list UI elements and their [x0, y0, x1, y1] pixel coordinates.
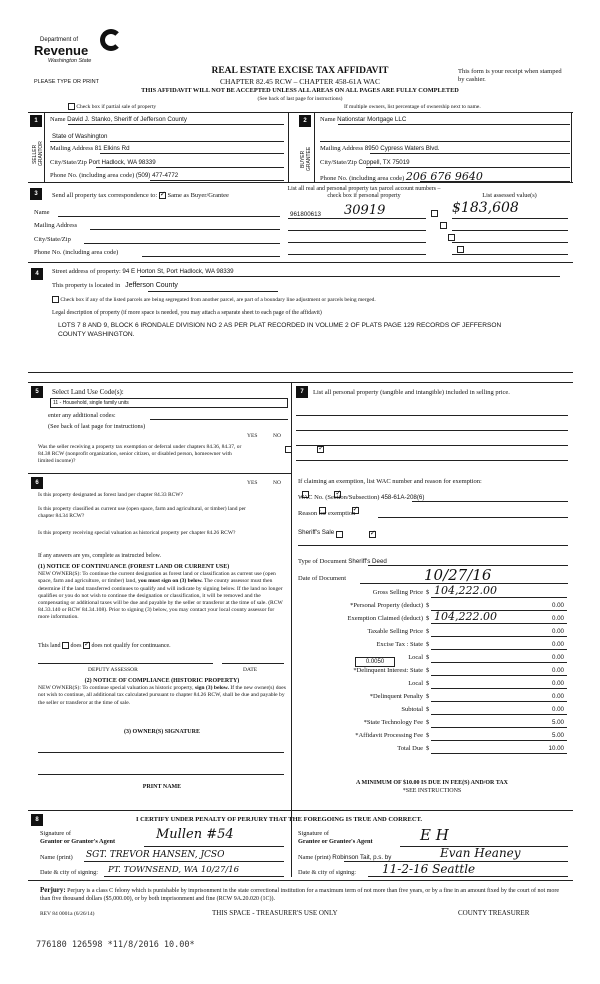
segregate-checkbox[interactable]	[52, 296, 59, 303]
buyer-name[interactable]: Nationstar Mortgage LLC	[337, 116, 407, 123]
grantee-date-label: Date & city of signing:	[298, 869, 357, 876]
land-use-input[interactable]: 11 - Household, single family units	[50, 398, 288, 408]
fee-row	[298, 653, 568, 666]
form-subtitle: CHAPTER 82.45 RCW – CHAPTER 458-61A WAC	[220, 77, 380, 86]
fee-amount[interactable]: 5.00	[551, 719, 564, 726]
land-qualify-row	[38, 642, 171, 649]
fee-dollar-sign: $	[426, 745, 430, 752]
fee-row	[298, 666, 568, 679]
fee-dollar-sign: $	[426, 680, 430, 687]
grantee-signature[interactable]: E H	[420, 826, 449, 844]
compliance-text-b: If the new owner(s) does not wish to continue, all additional tax calculated pursuant to chapter 84.26 RCW, shall be due and payable by the seller or transferor at the time of sale.	[38, 685, 286, 706]
continuance-must-sign: you must sign on (3) below.	[138, 578, 203, 585]
seller-name-row	[50, 116, 284, 123]
partial-sale-row	[68, 103, 156, 110]
grantee-name-label: Name (print)	[298, 854, 331, 861]
doc-type-label: Type of Document	[298, 558, 347, 565]
grantee-sig-label-a: Signature of	[298, 830, 329, 837]
fee-label: Exemption Claimed (deduct)	[347, 615, 423, 622]
sec3-send-label: Send all property tax correspondence to:	[52, 192, 158, 199]
buyer-city[interactable]: Coppell, TX 75019	[358, 159, 410, 166]
fee-label: Local	[408, 680, 423, 687]
compliance-sign: sign (3) below.	[194, 685, 229, 692]
multiple-owners-note: If multiple owners, list percentage of ownership next to name.	[344, 104, 481, 110]
sec3-name-label: Name	[34, 209, 50, 216]
section2-number: 2	[299, 115, 311, 127]
seller-phone[interactable]: (509) 477-4772	[135, 172, 179, 179]
sec3-mail-label: Mailing Address	[34, 222, 78, 229]
fee-row	[298, 744, 568, 757]
current-use-question: Is this property classified as current use (open space, farm and agricultural, or timber) land per chapter 84.34 RCW?	[38, 506, 246, 519]
form-warning: THIS AFFIDAVIT WILL NOT BE ACCEPTED UNLESS ALL AREAS ON ALL PAGES ARE FULLY COMPLETED	[141, 87, 459, 94]
fee-handwritten-amount[interactable]: 104,222.00	[434, 584, 497, 597]
fee-label: Total Due	[397, 745, 423, 752]
grantee-date-city[interactable]: 11-2-16 Seattle	[382, 862, 476, 876]
seller-name-label: Name	[50, 116, 66, 123]
print-name-label: PRINT NAME	[142, 784, 182, 790]
fee-amount[interactable]: 5.00	[551, 732, 564, 739]
legal-description[interactable]: LOTS 7 8 AND 9, BLOCK 6 IRONDALE DIVISION NO 2 AS PER PLAT RECORDED IN VOLUME 2 OF PLATS PAGE 129 RECORDS OF JEFFERSON COUNTY WASHINGTON.	[58, 322, 502, 338]
fee-label: Excise Tax : State	[376, 641, 423, 648]
fee-row	[298, 679, 568, 692]
qualify-label: qualify for continuance.	[113, 642, 171, 649]
parcel-header: List all real and personal property tax parcel account numbers – check box if personal property	[287, 186, 441, 199]
fee-dollar-sign: $	[426, 641, 430, 648]
land-does-label: does	[70, 642, 82, 649]
certify-statement: I CERTIFY UNDER PENALTY OF PERJURY THAT THE FOREGOING IS TRUE AND CORRECT.	[136, 816, 423, 823]
forest-question: Is this property designated as forest land per chapter 84.33 RCW?	[38, 492, 183, 498]
historic-question: Is this property receiving special valuation as historical property per chapter 84.26 RCW?	[38, 530, 236, 536]
grantee-name[interactable]: Robinson Tait, p.s. by	[332, 854, 392, 861]
if-yes-note: If any answers are yes, complete as instructed below.	[38, 553, 161, 559]
owner-signature-label: (3) OWNER(S) SIGNATURE	[124, 729, 200, 735]
fee-dollar-sign: $	[426, 654, 430, 661]
buyer-mail[interactable]: 8950 Cypress Waters Blvd.	[364, 145, 440, 152]
personal-prop-checkbox-4[interactable]	[457, 246, 464, 253]
dept-line3: Washington State	[48, 58, 92, 64]
continuance-text-b: The county assessor must then determine if the land transferred continues to qualify and will indicate by signing below. If the land no longer qualifies or you do not wish to continue the designation or classification, it will be removed and the compensating or additional taxes will be due and payable by the seller or transferor at the time of sale. (RCW 84.33.140 or RCW 84.34.108). Prior to signing (3) below, you may contact your local county assessor for more information.	[38, 578, 283, 621]
sec5-yes: YES	[247, 433, 258, 439]
county-treasurer: COUNTY TREASURER	[458, 909, 530, 917]
grantor-sig-label	[40, 830, 115, 846]
seller-mail-row	[50, 145, 130, 152]
seller-city[interactable]: Port Hadlock, WA 98339	[88, 159, 156, 166]
fee-dollar-sign: $	[426, 628, 430, 635]
buyer-side-label: BUYER GRANTEE	[300, 146, 312, 172]
fee-label: *Affidavit Processing Fee	[355, 732, 423, 739]
exemption-no-checkbox[interactable]	[317, 446, 324, 453]
please-type: PLEASE TYPE OR PRINT	[34, 79, 100, 85]
legal-label: Legal description of property (if more space is needed, you may attach a separate sheet to each page of the affidavit)	[52, 310, 322, 316]
continuance-text-a: NEW OWNER(S): To continue the current designation as forest land or classification as current use (open space, farm and agriculture, or timber) land,	[38, 571, 276, 585]
land-does-not-label: does not	[91, 642, 112, 649]
fee-dollar-sign: $	[426, 602, 430, 609]
section6-number: 6	[31, 477, 43, 489]
wac-number[interactable]: 458-61A-208(6)	[381, 494, 425, 501]
continuance-title: (1) NOTICE OF CONTINUANCE (FOREST LAND OR CURRENT USE)	[38, 564, 230, 570]
historic-yes-checkbox[interactable]	[336, 531, 343, 538]
fee-label: Taxable Selling Price	[367, 628, 423, 635]
grantor-date-city[interactable]: PT. TOWNSEND, WA 10/27/16	[108, 865, 240, 875]
fee-amount[interactable]: 0.00	[551, 628, 564, 635]
fee-dollar-sign: $	[426, 732, 430, 739]
seller-name[interactable]: David J. Stanko, Sheriff of Jefferson County	[67, 116, 187, 123]
doc-date-label: Date of Document	[298, 575, 347, 582]
section1-number: 1	[30, 115, 42, 127]
land-does-not-checkbox[interactable]	[83, 642, 90, 649]
sec3-send-row	[52, 192, 229, 199]
additional-codes: enter any additional codes:	[48, 412, 116, 419]
parcel-handwritten: 30919	[344, 203, 386, 218]
seller-phone-row	[50, 172, 178, 179]
segregate-label: Check box if any of the listed parcels are being segregated from another parcel, are part of a boundary line adjustment or parcels being merged.	[60, 296, 376, 303]
street-address[interactable]: 94 E Horton St, Port Hadlock, WA 98339	[122, 268, 234, 275]
fee-row	[298, 718, 568, 731]
dept-line2: Revenue	[34, 43, 89, 58]
continuance-block	[38, 564, 286, 622]
grantee-name-row	[298, 854, 391, 861]
seller-mail-label: Mailing Address	[50, 145, 94, 152]
fee-amount[interactable]: 0.00	[551, 654, 564, 661]
wac-label: WAC No. (Section/Subsection)	[298, 494, 380, 501]
seller-city-row	[50, 159, 156, 166]
perjury-label: Perjury:	[40, 886, 66, 894]
buyer-city-label: City/State/Zip	[320, 159, 357, 166]
fee-handwritten-amount[interactable]: 104,222.00	[434, 610, 497, 623]
grantee-sig-label	[298, 830, 373, 846]
grantor-sig-label-a: Signature of	[40, 830, 71, 837]
minimum-fee-note: A MINIMUM OF $10.00 IS DUE IN FEE(S) AND/OR TAX	[356, 780, 508, 786]
see-back-header: (See back of last page for instructions)	[257, 96, 343, 102]
buyer-name-label: Name	[320, 116, 336, 123]
deputy-date-label: DATE	[243, 667, 258, 673]
fee-amount[interactable]: 0.00	[551, 693, 564, 700]
fee-dollar-sign: $	[426, 693, 430, 700]
section3-number: 3	[30, 188, 42, 200]
same-as-buyer-label: Same as Buyer/Grantee	[167, 192, 229, 199]
sec6-yes: YES	[247, 480, 258, 486]
land-use-label: Select Land Use Code(s):	[52, 388, 124, 396]
receipt-note: This form is your receipt when stamped by cashier.	[458, 68, 562, 83]
deputy-assessor-label: DEPUTY ASSESSOR	[88, 667, 138, 673]
buyer-mail-label: Mailing Address	[320, 145, 364, 152]
fee-amount[interactable]: 0.00	[551, 602, 564, 609]
fee-amount[interactable]: 10.00	[548, 745, 564, 752]
fee-dollar-sign: $	[426, 589, 430, 596]
parcel-number[interactable]: 961800613	[290, 211, 321, 218]
wac-row	[298, 494, 424, 501]
land-does-checkbox[interactable]	[62, 642, 69, 649]
grantee-sig-label-b: Grantee or Grantee's Agent	[298, 838, 373, 845]
buyer-mail-row	[320, 145, 440, 152]
county-value[interactable]: Jefferson County	[125, 282, 178, 289]
fee-row	[298, 584, 568, 601]
same-as-buyer-checkbox[interactable]	[159, 192, 166, 199]
personal-prop-checkbox-2[interactable]	[440, 222, 447, 229]
fee-table	[298, 584, 568, 764]
doc-type-row	[298, 558, 387, 565]
land-label: This land	[38, 642, 61, 649]
fee-label: *Personal Property (deduct)	[350, 602, 423, 609]
doc-type[interactable]: Sheriff's Deed	[348, 558, 387, 565]
reason-value[interactable]: Sheriff's Sale	[298, 529, 335, 536]
see-instructions-note: *SEE INSTRUCTIONS	[402, 788, 462, 794]
grantor-sig-label-b: Grantor or Grantor's Agent	[40, 838, 116, 845]
fee-row	[298, 692, 568, 705]
receipt-stamp: 776180 126598 *11/8/2016 10.00*	[36, 940, 195, 950]
fee-amount[interactable]: 0.00	[551, 667, 564, 674]
fee-amount[interactable]: 0.00	[551, 641, 564, 648]
fee-label: Local	[408, 654, 423, 661]
grantor-name-label: Name (print)	[40, 854, 73, 861]
partial-sale-checkbox[interactable]	[68, 103, 75, 110]
fee-amount[interactable]: 0.00	[551, 615, 564, 622]
fee-dollar-sign: $	[426, 667, 430, 674]
county-row	[52, 282, 178, 289]
dept-line1: Department of	[40, 37, 79, 43]
compliance-block	[38, 678, 286, 707]
exemption-question: Was the seller receiving a property tax exemption or deferral under chapters 84.36, 84.37, or 84.38 RCW (nonprofit organization, senior citizen, or disabled person, homeowner with limited income)?	[38, 444, 242, 464]
treasurer-space: THIS SPACE - TREASURER'S USE ONLY	[212, 909, 338, 917]
sec6-no: NO	[273, 480, 281, 486]
assessed-value[interactable]: $183,608	[452, 200, 519, 216]
county-label: This property is located in	[52, 282, 121, 289]
section4-number: 4	[31, 268, 43, 280]
seller-city-label: City/State/Zip	[50, 159, 87, 166]
doc-date[interactable]: 10/27/16	[424, 566, 492, 584]
claim-exemption-label: If claiming an exemption, list WAC number and reason for exemption:	[298, 478, 482, 485]
personal-prop-checkbox-1[interactable]	[431, 210, 438, 217]
section8-number: 8	[31, 814, 43, 826]
fee-amount[interactable]: 0.00	[551, 680, 564, 687]
grantee-name-handwritten[interactable]: Evan Heaney	[440, 846, 521, 860]
historic-no-checkbox[interactable]	[369, 531, 376, 538]
section7-number: 7	[296, 386, 308, 398]
grantor-name[interactable]: SGT. TREVOR HANSEN, JCSO	[86, 850, 225, 860]
buyer-phone-label: Phone No. (including area code)	[320, 175, 405, 182]
section5-number: 5	[31, 386, 43, 398]
seller-phone-label: Phone No. (including area code)	[50, 172, 135, 179]
grantor-date-label: Date & city of signing:	[40, 869, 99, 876]
sec5-see-back: (See back of last page for instructions)	[48, 423, 146, 430]
buyer-city-row	[320, 159, 410, 166]
fee-row	[298, 731, 568, 744]
fee-amount[interactable]: 0.00	[551, 706, 564, 713]
fee-label: *Delinquent Interest: State	[353, 667, 423, 674]
perjury-notice	[40, 886, 568, 903]
personal-property-label: List all personal property (tangible and intangible) included in selling price.	[313, 389, 510, 396]
form-title: REAL ESTATE EXCISE TAX AFFIDAVIT	[211, 66, 389, 76]
fee-dollar-sign: $	[426, 615, 430, 622]
segregate-row	[52, 296, 567, 303]
buyer-name-row	[320, 116, 406, 123]
fee-row	[298, 640, 568, 653]
fee-row	[298, 610, 568, 627]
fee-row	[298, 627, 568, 640]
personal-prop-checkbox-3[interactable]	[448, 234, 455, 241]
fee-row	[298, 601, 568, 614]
seller-side-label: SELLER GRANTOR	[32, 141, 44, 167]
logo-swirl-icon	[100, 29, 122, 51]
street-row	[52, 268, 234, 275]
buyer-phone[interactable]: 206 676 9640	[405, 170, 483, 183]
compliance-text-a: NEW OWNER(S): To continue special valuation as historic property,	[38, 685, 194, 692]
rev-number: REV 84 0001a (6/26/14)	[40, 911, 95, 917]
fee-dollar-sign: $	[426, 719, 430, 726]
seller-mail[interactable]: 81 Elkins Rd	[94, 145, 130, 152]
street-label: Street address of property:	[52, 268, 121, 275]
grantor-signature[interactable]: Mullen #54	[156, 827, 234, 842]
local-rate-box[interactable]: 0.0050	[355, 657, 395, 667]
revenue-logo	[36, 25, 136, 67]
fee-label: *State Technology Fee	[363, 719, 423, 726]
fee-label: Gross Selling Price	[372, 589, 423, 596]
sec5-no: NO	[273, 433, 281, 439]
reason-label: Reason for exemption	[298, 510, 356, 517]
assessed-header: List assessed value(s)	[482, 192, 537, 199]
perjury-text: Perjury is a class C felony which is punishable by imprisonment in the state correctional institution for a maximum term of not more than five years, or by a fine in an amount fixed by the court of not more than five thousand dollars ($5,000.00), or by both imprisonment and fine (RCW 9A.20.020 (1C)).	[40, 888, 560, 902]
compliance-title: (2) NOTICE OF COMPLIANCE (HISTORIC PROPERTY)	[84, 678, 240, 684]
sec3-city-label: City/State/Zip	[34, 236, 71, 243]
fee-label: *Delinquent Penalty	[369, 693, 423, 700]
fee-dollar-sign: $	[426, 706, 430, 713]
fee-row	[298, 705, 568, 718]
fee-label: Subtotal	[401, 706, 423, 713]
partial-sale-label: Check box if partial sale of property	[76, 103, 157, 110]
seller-name2[interactable]: State of Washington	[52, 133, 108, 140]
sec3-phone-label: Phone No. (including area code)	[34, 249, 119, 256]
